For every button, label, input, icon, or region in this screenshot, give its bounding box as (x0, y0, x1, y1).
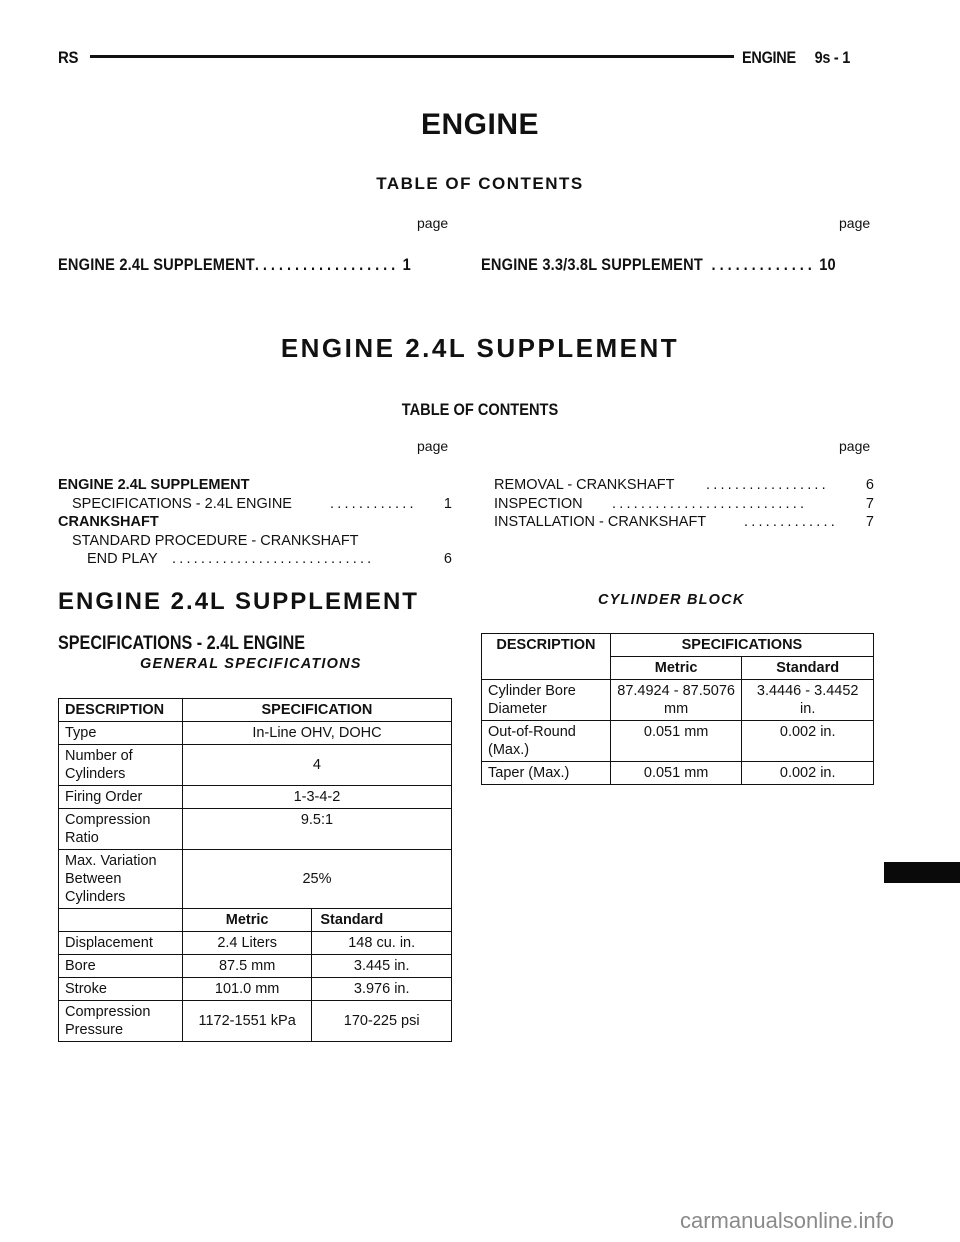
header-section-name: ENGINE (742, 48, 796, 67)
running-header-section (742, 48, 850, 68)
table-row: Cylinder Bore Diameter 87.4924 - 87.5076 mm 3.4446 - 3.4452 in. (482, 680, 874, 721)
section-title: ENGINE 2.4L SUPPLEMENT (280, 333, 680, 363)
table-row: Max. Variation Between Cylinders 25% (59, 850, 452, 909)
table-header-row (59, 699, 452, 722)
table-header-row (482, 634, 874, 657)
general-specifications-title: GENERAL SPECIFICATIONS (140, 656, 362, 672)
header-page-number: 9s - 1 (814, 48, 851, 67)
chapter-toc-page-label-right: page (839, 215, 871, 231)
toc-entry-standard-procedure[interactable]: STANDARD PROCEDURE - CRANKSHAFT (72, 532, 359, 549)
subheader-metric: Metric (182, 909, 311, 932)
toc-entry-inspection[interactable]: INSPECTION ........................... 7 (494, 495, 874, 512)
table-row: Firing Order 1-3-4-2 (59, 786, 452, 809)
toc-entry-end-play[interactable]: END PLAY ............................ 6 (87, 551, 452, 567)
table-row: Number of Cylinders 4 (59, 745, 452, 786)
cylinder-block-title: CYLINDER BLOCK (598, 592, 745, 608)
header-specifications: SPECIFICATIONS (610, 634, 873, 657)
subheader-standard: Standard (312, 909, 452, 932)
section-toc-title: TABLE OF CONTENTS (401, 400, 559, 419)
table-row: Compression Ratio 9.5:1 (59, 809, 452, 850)
subheader-standard: Standard (742, 657, 874, 680)
chapter-title: ENGINE (420, 108, 540, 141)
table-row: Displacement 2.4 Liters 148 cu. in. (59, 932, 452, 955)
toc-entry-removal[interactable]: REMOVAL - CRANKSHAFT ................. 6 (494, 477, 874, 493)
section-toc-left (58, 476, 452, 569)
table-row: Type In-Line OHV, DOHC (59, 722, 452, 745)
toc-group-engine-supplement[interactable]: ENGINE 2.4L SUPPLEMENT (58, 477, 250, 493)
toc-entry-specifications[interactable]: SPECIFICATIONS - 2.4L ENGINE ............ 1 (72, 495, 452, 512)
table-row: Stroke 101.0 mm 3.976 in. (59, 978, 452, 1001)
subheader-metric: Metric (610, 657, 742, 680)
header-description: DESCRIPTION (59, 699, 183, 722)
body-heading: ENGINE 2.4L SUPPLEMENT (58, 588, 419, 615)
section-toc-page-label-left: page (417, 438, 449, 454)
chapter-toc-page-label-left: page (417, 215, 449, 231)
cylinder-block-table (481, 633, 874, 785)
toc-group-crankshaft[interactable]: CRANKSHAFT (58, 514, 159, 530)
section-thumb-tab (884, 862, 960, 883)
table-row: Bore 87.5 mm 3.445 in. (59, 955, 452, 978)
table-subheader-row (59, 909, 452, 932)
chapter-toc-entry-2-4l[interactable]: ENGINE 2.4L SUPPLEMENT.................. 1 (58, 255, 411, 274)
chapter-toc-title: TABLE OF CONTENTS (376, 174, 584, 193)
header-description: DESCRIPTION (482, 634, 611, 680)
toc-entry-installation[interactable]: INSTALLATION - CRANKSHAFT ............. 7 (494, 514, 874, 530)
table-row: Compression Pressure 1172-1551 kPa 170-225 psi (59, 1001, 452, 1042)
section-toc-right (494, 476, 874, 532)
chapter-toc-entry-3-3-3-8l[interactable]: ENGINE 3.3/3.8L SUPPLEMENT ............. 10 (481, 255, 836, 274)
table-row: Taper (Max.) 0.051 mm 0.002 in. (482, 762, 874, 785)
watermark: carmanualsonline.info (680, 1208, 895, 1233)
general-specifications-table (58, 698, 452, 1042)
running-header-vehicle-code: RS (58, 48, 79, 67)
table-row: Out-of-Round (Max.) 0.051 mm 0.002 in. (482, 721, 874, 762)
header-rule (90, 55, 734, 58)
header-specification: SPECIFICATION (182, 699, 451, 722)
section-toc-page-label-right: page (839, 438, 871, 454)
specifications-heading: SPECIFICATIONS - 2.4L ENGINE (58, 633, 306, 654)
